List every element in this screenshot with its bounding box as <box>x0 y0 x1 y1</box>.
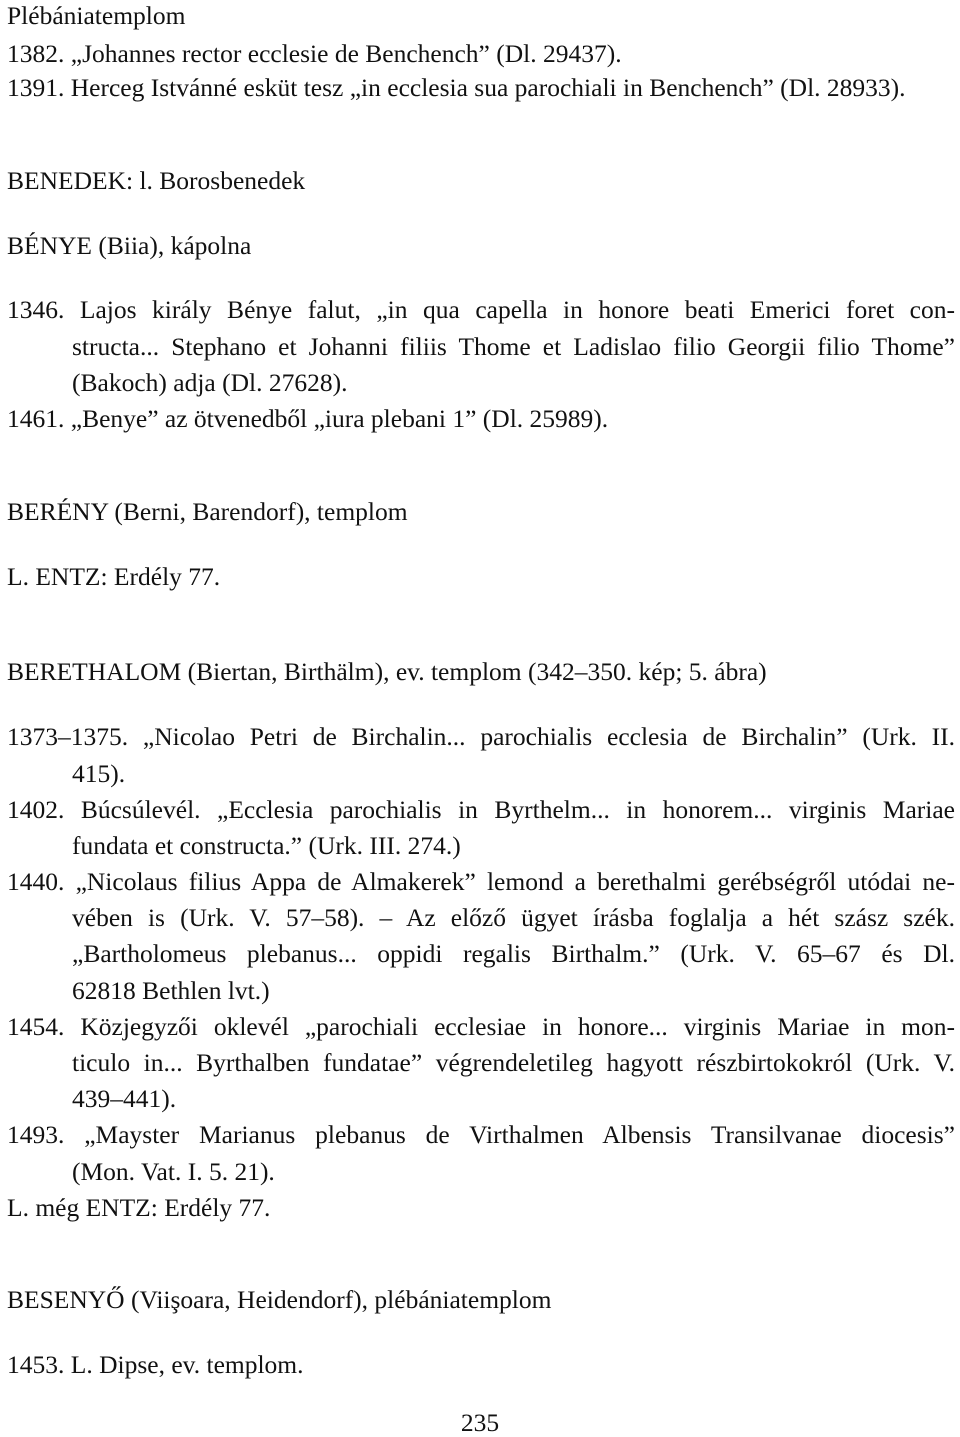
text-line: 1453. L. Dipse, ev. templom. <box>7 1350 304 1379</box>
text-line: 439–441). <box>72 1084 177 1113</box>
text-line: L. ENTZ: Erdély 77. <box>7 562 221 591</box>
text-line: 1391. Herceg Istvánné esküt tesz „in ecclesia sua parochiali in Benchench” (Dl. 28933). <box>7 73 906 102</box>
text-line: 1454. Közjegyzői oklevél „parochiali ecclesiae in honore... virginis Mariae in mon- <box>7 1012 955 1041</box>
text-line: 1402. Búcsúlevél. „Ecclesia parochialis in Byrthelm... in honorem... virginis Mariae <box>7 795 955 824</box>
text-line: Plébániatemplom <box>7 1 186 30</box>
entry-heading: BERETHALOM (Biertan, Birthälm), ev. templom (342–350. kép; 5. ábra) <box>7 657 767 686</box>
text-line: 1493. „Mayster Marianus plebanus de Virthalmen Albensis Transilvanae diocesis” <box>7 1120 955 1149</box>
text-line: 1461. „Benye” az ötvenedből „iura plebani 1” (Dl. 25989). <box>7 404 609 433</box>
text-line: vében is (Urk. V. 57–58). – Az előző ügyet írásba foglalja a hét szász szék. <box>72 903 955 932</box>
text-line: ticulo in... Byrthalben fundatae” végrendeletileg hagyott részbirtokokról (Urk. V. <box>72 1048 955 1077</box>
entry-heading: BÉNYE (Biia), kápolna <box>7 231 252 260</box>
text-line: „Bartholomeus plebanus... oppidi regalis Birthalm.” (Urk. V. 65–67 és Dl. <box>72 939 955 968</box>
entry-heading: BERÉNY (Berni, Barendorf), templom <box>7 497 408 526</box>
text-line: 1382. „Johannes rector ecclesie de Benchench” (Dl. 29437). <box>7 39 622 68</box>
text-line: (Bakoch) adja (Dl. 27628). <box>72 368 348 397</box>
text-line: L. még ENTZ: Erdély 77. <box>7 1193 271 1222</box>
text-line: 415). <box>72 759 126 788</box>
entry-heading: BENEDEK: l. Borosbenedek <box>7 166 306 195</box>
text-line: 1440. „Nicolaus filius Appa de Almakerek” lemond a berethalmi gerébségről utódai ne- <box>7 867 955 896</box>
text-line: 1373–1375. „Nicolao Petri de Birchalin... parochialis ecclesia de Birchalin” (Urk. II. <box>7 722 955 751</box>
page-number: 235 <box>460 1408 500 1437</box>
text-line: 62818 Bethlen lvt.) <box>72 976 270 1005</box>
text-line: fundata et constructa.” (Urk. III. 274.) <box>72 831 461 860</box>
text-line: 1346. Lajos király Bénye falut, „in qua capella in honore beati Emerici foret con- <box>7 295 955 324</box>
text-line: (Mon. Vat. I. 5. 21). <box>72 1157 275 1186</box>
entry-heading: BESENYŐ (Viişoara, Heidendorf), plébániatemplom <box>7 1285 552 1314</box>
text-line: structa... Stephano et Johanni filiis Thome et Ladislao filio Georgii filio Thome” <box>72 332 955 361</box>
